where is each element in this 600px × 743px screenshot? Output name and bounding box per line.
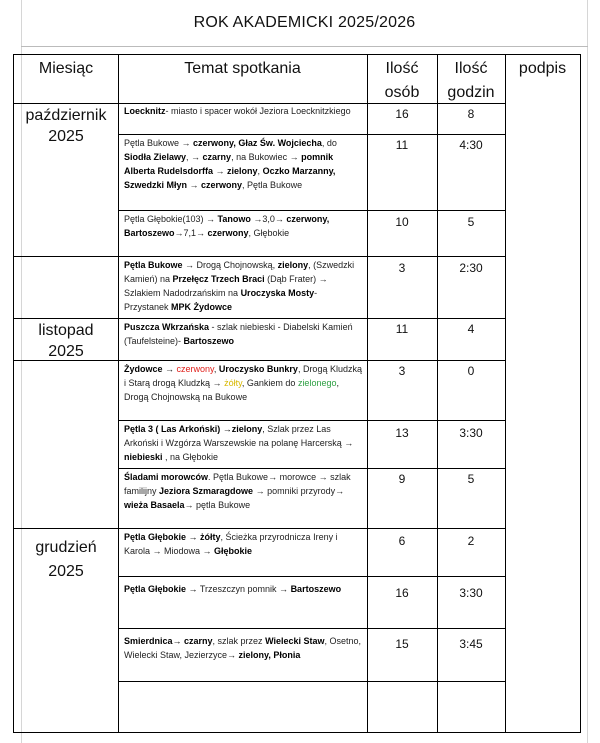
topic-text: zielony	[227, 166, 258, 176]
topic-text: - szlak niebieski - Diabelski Kamień (Taufelsteine)-	[124, 322, 353, 346]
topic-text: →7,1→	[174, 228, 208, 238]
column-divider	[437, 54, 438, 733]
topic-text: Siodła Zielawy	[124, 152, 187, 162]
topic-text: Pętla Głębokie → żółty	[124, 532, 221, 542]
people-count: 13	[395, 426, 409, 440]
column-divider	[505, 54, 506, 733]
table-border-top	[13, 54, 580, 55]
topic-text: Pętla Bukowe →	[124, 138, 194, 148]
topic-cell	[124, 136, 364, 192]
header-topic: Temat spotkania	[184, 60, 301, 77]
topic-text: Uroczysko Bunkry	[218, 364, 298, 374]
topic-text: Smierdnica→ czarny	[124, 636, 213, 646]
month-year: 2025	[48, 563, 84, 580]
table-border-bottom	[13, 732, 580, 733]
table-border-left	[13, 54, 14, 733]
topic-text: →	[162, 364, 177, 374]
row-divider	[118, 681, 505, 682]
topic-text: MPK Żydowce	[171, 302, 233, 312]
topic-text: →3,0→	[250, 214, 287, 224]
topic-text: Oczko Marzanny, Szwedzki Młyn	[124, 166, 336, 190]
header-month: Miesiąc	[38, 60, 94, 77]
topic-text: → pętla Bukowe	[184, 500, 251, 510]
topic-text: , Osetno, Wielecki Staw, Jezierzyce→	[124, 636, 362, 660]
topic-text: Bartoszewo	[183, 336, 235, 346]
hours-count: 5	[467, 472, 475, 486]
people-count: 3	[398, 261, 406, 275]
topic-text: →	[213, 166, 228, 176]
row-divider	[13, 256, 505, 257]
topic-text: , do	[321, 138, 337, 148]
header-signature: podpis	[518, 60, 567, 77]
topic-cell	[124, 362, 364, 404]
topic-text: czerwony	[201, 180, 243, 190]
hours-count: 5	[467, 215, 475, 229]
people-count: 6	[398, 534, 406, 548]
topic-cell	[124, 422, 364, 464]
row-divider	[118, 628, 505, 629]
topic-cell	[124, 530, 364, 558]
hours-count: 4:30	[459, 138, 483, 152]
people-count: 3	[398, 364, 406, 378]
table-border-right	[580, 54, 581, 733]
topic-text: ,	[213, 364, 219, 374]
topic-text: Głębokie	[214, 546, 253, 556]
topic-text: →	[187, 180, 202, 190]
row-divider	[118, 134, 505, 135]
topic-text: Przełęcz Trzech Braci	[172, 274, 265, 284]
month-divider	[13, 318, 118, 319]
topic-text: Jeziora Szmaragdowe	[159, 486, 254, 496]
topic-text: Pętla 3 ( Las Arkoński) →zielony	[124, 424, 263, 434]
hours-count: 4	[467, 322, 475, 336]
topic-text: → Drogą Chojnowską,	[182, 260, 278, 270]
topic-text: zielonego	[297, 378, 337, 388]
row-divider	[118, 468, 505, 469]
topic-text: czerwony	[207, 228, 249, 238]
topic-cell	[124, 258, 364, 314]
document-title: ROK AKADEMICKI 2025/2026	[193, 14, 416, 31]
topic-text: → pomniki przyrody→	[253, 486, 345, 496]
topic-text: , Gankiem do	[241, 378, 298, 388]
header-people-line1: Ilość	[385, 60, 419, 77]
topic-text: , →	[186, 152, 203, 162]
month-october	[14, 105, 118, 147]
topic-text: zielony, Płonia	[238, 650, 301, 660]
month-year: 2025	[48, 343, 84, 360]
month-name: październik	[25, 107, 107, 124]
topic-text: Pętla Głębokie(103) →	[124, 214, 218, 224]
topic-text: niebieski	[124, 452, 163, 462]
header-people	[367, 57, 437, 105]
topic-cell	[124, 104, 364, 118]
people-count: 16	[395, 586, 409, 600]
header-people-line2: osób	[384, 84, 420, 101]
hours-count: 2	[467, 534, 475, 548]
topic-text: . Pętla Bukowe→ morowce → szlak familijny	[124, 472, 351, 496]
topic-text: - miasto i spacer wokół Jeziora Loecknitzkiego	[165, 106, 351, 116]
topic-text: Wielecki Staw	[265, 636, 325, 646]
topic-text: , Pętla Bukowe	[242, 180, 303, 190]
topic-text: , Drogą Kludzką i Starą drogą Kludzką →	[124, 364, 362, 388]
topic-text: , na Głębokie	[162, 452, 219, 462]
people-count: 15	[395, 637, 409, 651]
topic-text: czerwony	[176, 364, 214, 374]
topic-text: wieża Basaela	[124, 500, 185, 510]
topic-text: , Głębokie	[248, 228, 290, 238]
hours-count: 3:30	[459, 586, 483, 600]
topic-text: Loecknitz	[124, 106, 166, 116]
topic-text: żółty	[224, 378, 242, 388]
month-december	[14, 536, 118, 584]
hours-count: 3:45	[459, 637, 483, 651]
topic-text: , na Bukowiec →	[231, 152, 302, 162]
topic-text: Trzeszczyn pomnik →	[197, 584, 291, 594]
topic-text: , (Szwedzki Kamień) na	[124, 260, 355, 284]
topic-cell	[124, 470, 364, 512]
row-divider	[118, 318, 505, 319]
header-hours	[437, 57, 505, 105]
topic-text: Uroczyska Mosty	[240, 288, 315, 298]
hours-count: 2:30	[459, 261, 483, 275]
topic-text: zielony	[277, 260, 309, 270]
topic-cell	[124, 320, 364, 348]
topic-cell	[124, 212, 364, 240]
title-divider	[21, 46, 588, 47]
hours-count: 3:30	[459, 426, 483, 440]
row-divider	[118, 576, 505, 577]
topic-text: Żydowce	[124, 364, 163, 374]
topic-text: Puszcza Wkrzańska	[124, 322, 210, 332]
row-divider	[118, 210, 505, 211]
topic-text: pomnik Alberta Rudelsdorffa	[124, 152, 334, 176]
topic-text: czerwony, Bartoszewo	[124, 214, 330, 238]
column-divider	[118, 54, 119, 733]
topic-text: ,	[257, 166, 263, 176]
topic-text: czerwony, Głaz Św. Wojciecha	[193, 138, 322, 148]
topic-text: Pętla Bukowe	[124, 260, 183, 270]
topic-cell	[124, 582, 364, 596]
column-divider	[367, 54, 368, 733]
month-year: 2025	[48, 128, 84, 145]
topic-text: Tanowo	[217, 214, 251, 224]
header-hours-line2: godzin	[447, 84, 495, 101]
month-november	[14, 320, 118, 362]
topic-text: , Drogą Chojnowską na Bukowe	[124, 378, 339, 402]
topic-text: (Dąb Frater) → Szlakiem Nadodrzańskim na	[124, 274, 328, 298]
topic-cell	[124, 634, 364, 662]
people-count: 16	[395, 107, 409, 121]
topic-text: , szlak przez	[212, 636, 266, 646]
topic-text: - Przystanek	[124, 288, 318, 312]
topic-text: Śladami morowców	[124, 472, 209, 482]
people-count: 10	[395, 215, 409, 229]
month-name: listopad	[38, 322, 94, 339]
topic-text: Pętla Głębokie →	[124, 584, 198, 594]
topic-text: , Ścieżka przyrodnicza Ireny i Karola → Miodowa →	[124, 532, 338, 556]
topic-text: , Szlak przez Las Arkoński i Wzgórza Warszewskie na polanę Harcerską →	[124, 424, 354, 448]
topic-text: Bartoszewo	[290, 584, 342, 594]
people-count: 11	[395, 138, 409, 152]
topic-text: czarny	[202, 152, 232, 162]
row-divider	[118, 420, 505, 421]
month-name: grudzień	[35, 539, 97, 556]
hours-count: 0	[467, 364, 475, 378]
hours-count: 8	[467, 107, 475, 121]
people-count: 9	[398, 472, 406, 486]
month-divider	[13, 528, 505, 529]
header-hours-line1: Ilość	[454, 60, 488, 77]
people-count: 11	[395, 322, 409, 336]
